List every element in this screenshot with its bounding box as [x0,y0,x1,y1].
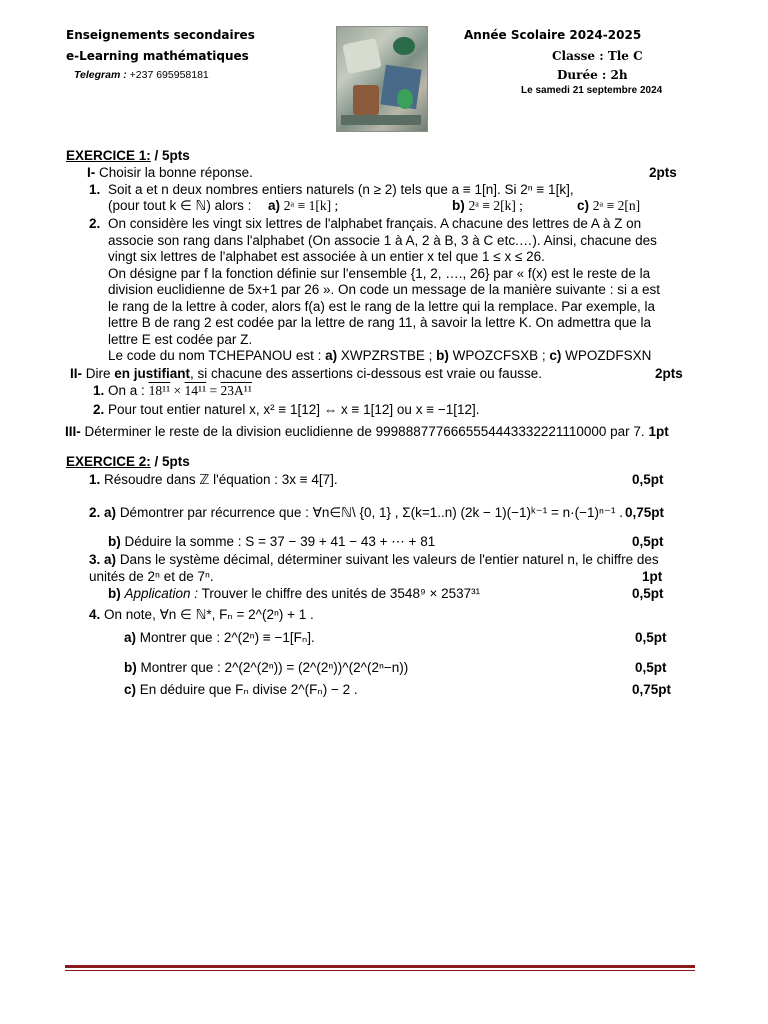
ex2-q4-number: 4. [89,607,101,622]
header-classe: Classe : Tle C [552,49,643,63]
q2-line5: division euclidienne de 5x+1 par 26 ». On code un message de la manière suivante : si a est [108,282,660,297]
ex2-q1-number: 1. [89,472,101,487]
header-year: Année Scolaire 2024-2025 [464,28,642,42]
part1-label: I- [87,165,96,180]
ex1-part2 [70,366,542,383]
part2-pre: Dire [82,366,115,381]
q1-a-text: 2ᵃ ≡ 1[k] ; [283,198,339,213]
ex2-q4a [124,630,315,647]
part1-points: 2pts [649,165,677,180]
ex2-q3b [108,586,480,603]
ex2-q4c-points: 0,75pt [632,682,672,697]
ex2-q2a-text: Démontrer par récurrence que : ∀n∈ℕ\ {0, 1} , Σ(k=1..n) (2k − 1)(−1)ᵏ⁻¹ = n·(−1)ⁿ⁻¹ . [119,505,624,520]
ex2-q4c-label: c) [124,682,137,697]
footer-divider-thin [65,970,695,971]
ex2-q4 [89,607,314,624]
q1-c-label: c) [577,198,590,213]
ex2-q3b-points: 0,5pt [632,586,664,601]
q2-a-label: a) [325,348,338,363]
q1-c-text: 2ᵃ ≡ 2[n] [592,198,641,213]
ex2-q3b-label: b) [108,586,121,601]
ex2-q4b [124,660,408,677]
ex2-title: EXERCICE 2: [66,454,151,469]
q2-number: 2. [89,216,101,231]
ii2-number: 2. [93,402,105,417]
ex2-q1-text: Résoudre dans ℤ l'équation : 3x ≡ 4[7]. [104,472,338,487]
q2-line4: On désigne par f la fonction définie sur l'ensemble {1, 2, …., 26} par « f(x) est le reste de la [108,265,651,281]
ex2-q3-number: 3. [89,552,101,567]
ex1-title-row [66,148,190,165]
telegram-number: +237 695958181 [129,69,209,81]
ii1-times: × [170,383,185,398]
ex2-q4c-text: En déduire que Fₙ divise 2^(Fₙ) − 2 . [139,682,358,697]
q2-line2: associe son rang dans l'alphabet (On associe 1 à A, 2 à B, 3 à C etc.…). Ainsi, chacune des [108,232,657,248]
ex2-points: / 5pts [154,454,190,469]
ex2-q2a [89,505,623,522]
ex2-title-row [66,454,190,471]
q1-number: 1. [89,182,101,197]
q2-line8: lettre E est codée par Z. [108,331,253,347]
ex2-q4b-points: 0,5pt [635,660,667,675]
ex2-q4c [124,682,358,699]
q1-option-c [577,198,640,215]
header-date: Le samedi 21 septembre 2024 [521,85,663,96]
ex2-q1-points: 0,5pt [632,472,664,487]
q1-b-label: b) [452,198,465,213]
header-telegram [74,69,209,81]
q2-b-text: WPOZCFSXB ; [448,348,550,363]
ex2-q3a-line2: unités de 2ⁿ et de 7ⁿ. [89,568,214,584]
ii1-pre: On a : [108,383,149,398]
q2-b-label: b) [436,348,449,363]
ex2-q3a-text1: Dans le système décimal, déterminer suivant les valeurs de l'entier naturel n, le chiffre des [119,552,659,567]
ex2-q2a-label: a) [104,505,117,520]
part2-label: II- [70,366,82,381]
ex1-part1 [87,165,253,182]
q2-c-label: c) [549,348,562,363]
ex2-q4b-text: Montrer que : 2^(2^(2ⁿ)) = (2^(2ⁿ))^(2^(2ⁿ−n)) [140,660,409,675]
q2-options [108,348,651,365]
ii2-row [93,402,479,419]
q1-line2 [108,198,251,215]
ex1-title: EXERCICE 1: [66,148,151,163]
ex2-q3a-points: 1pt [642,568,663,584]
part2-points: 2pts [655,366,683,381]
ex2-q3a-label: a) [104,552,117,567]
q2-a-text: XWPZRSTBE ; [337,348,437,363]
ex2-q3a-line1 [89,552,659,569]
ex2-q2b-points: 0,5pt [632,534,664,549]
q1-option-a [268,198,338,215]
q2-question: Le code du nom TCHEPANOU est : [108,348,326,363]
ii1-b: 14¹¹ [184,383,207,398]
ex2-q1 [89,472,338,489]
q2-line1: On considère les vingt six lettres de l'alphabet français. A chacune des lettres de A à Z on [108,216,642,231]
book-cover-image [336,26,428,132]
ex2-q4-text: On note, ∀n ∈ ℕ*, Fₙ = 2^(2ⁿ) + 1 . [104,607,314,622]
q1-option-b [452,198,523,215]
ex2-q2b [108,534,435,551]
ex2-q2-number: 2. [89,505,101,520]
ex2-q4a-points: 0,5pt [635,630,667,645]
part2-bold: en justifiant [114,366,191,381]
ii2-text: Pour tout entier naturel x, x² ≡ 1[12] ⇔ x ≡ 1[12] ou x ≡ −1[12]. [108,402,480,417]
footer-divider-thick [65,965,695,968]
ex1-points: / 5pts [154,148,190,163]
ii1-number: 1. [93,383,105,398]
q1-b-text: 2ᵃ ≡ 2[k] ; [468,198,523,213]
q1-a-label: a) [268,198,281,213]
q2-line7: lettre B de rang 2 est codée par la lettre de rang 11, à savoir la lettre K. On admettra que la [108,315,652,330]
part3-points: 1pt [648,424,669,439]
ex2-q4a-text: Montrer que : 2^(2ⁿ) ≡ −1[Fₙ]. [139,630,315,645]
ex2-q2b-label: b) [108,534,121,549]
ii1-row [93,383,252,400]
q1-line2-text: (pour tout k ∈ ℕ) alors : [108,198,252,213]
header-school: Enseignements secondaires [66,28,255,42]
part2-post: , si chacune des assertions ci-dessous est vraie ou fausse. [190,366,542,381]
ex2-q4a-label: a) [124,630,137,645]
part1-text: Choisir la bonne réponse. [95,165,253,180]
ex1-part3 [65,424,669,441]
ex2-q4b-label: b) [124,660,137,675]
ex2-q3b-italic: Application : [124,586,199,601]
ex2-q3b-text: Trouver le chiffre des unités de 3548⁹ × 2537³¹ [198,586,481,601]
ii1-c: 23A¹¹ [220,383,252,398]
telegram-label: Telegram : [74,69,127,81]
q2-c-text: WPOZDFSXN [561,348,652,363]
ii1-a: 18¹¹ [148,383,171,398]
header-duree: Durée : 2h [557,68,628,82]
ex2-q2b-text: Déduire la somme : S = 37 − 39 + 41 − 43 + ⋯ + 81 [124,534,436,549]
q2-line6: le rang de la lettre à coder, alors f(a) est le rang de la lettre qui la remplace. Par exemple, la [108,298,656,314]
ex2-q2a-points: 0,75pt [625,505,665,520]
ii1-equals: = [206,383,221,398]
q2-line3: vingt six lettres de l'alphabet est associée à un entier x tel que 1 ≤ x ≤ 26. [108,249,545,264]
part3-label: III- [65,424,81,439]
header-elearning: e-Learning mathématiques [66,49,249,63]
q1-line1: Soit a et n deux nombres entiers naturels (n ≥ 2) tels que a ≡ 1[n]. Si 2ⁿ ≡ 1[k], [108,182,574,197]
part3-text: Déterminer le reste de la division euclidienne de 9998887776665554443332221110000 par 7. [80,424,645,439]
